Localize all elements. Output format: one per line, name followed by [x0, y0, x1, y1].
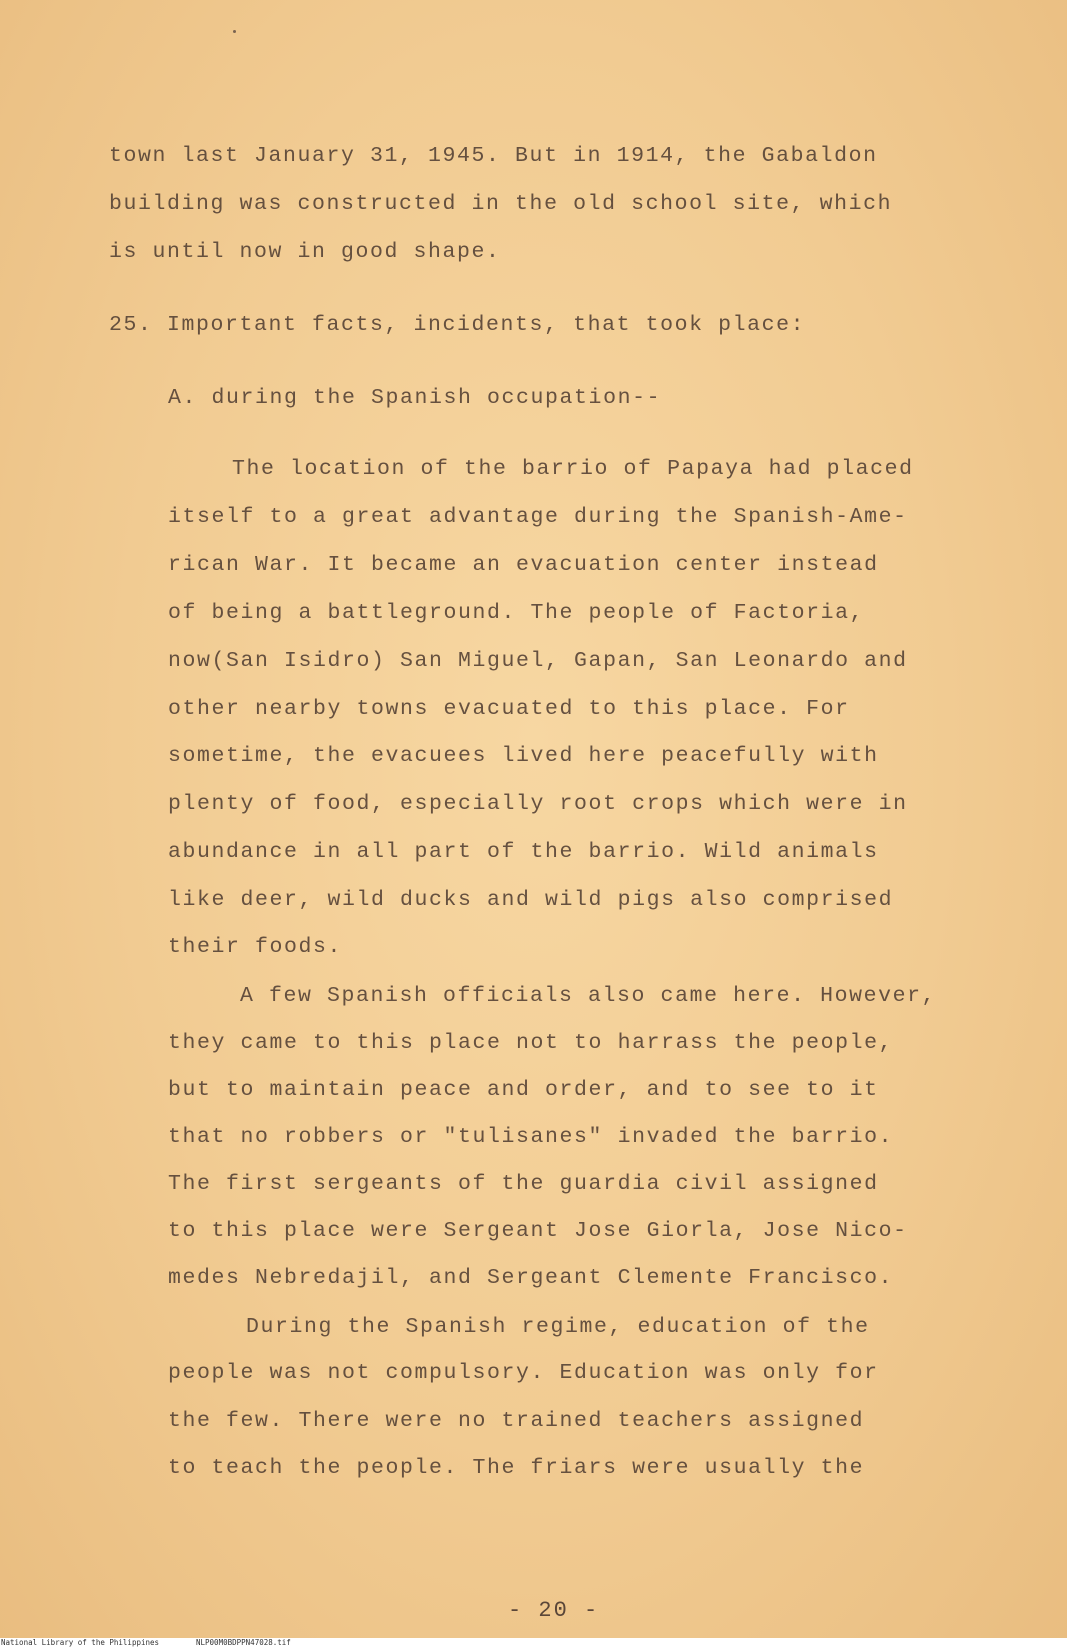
- text-line: sometime, the evacuees lived here peacefully with: [168, 744, 879, 768]
- text-line: plenty of food, especially root crops which were in: [168, 792, 908, 816]
- scan-footer: [0, 1638, 1067, 1650]
- text-line: town last January 31, 1945. But in 1914, the Gabaldon: [109, 144, 878, 168]
- text-line: now(San Isidro) San Miguel, Gapan, San Leonardo and: [168, 649, 908, 673]
- text-line: The first sergeants of the guardia civil assigned: [168, 1172, 879, 1196]
- text-line: The location of the barrio of Papaya had placed: [232, 457, 914, 481]
- text-line: During the Spanish regime, education of the: [246, 1315, 870, 1339]
- text-line: that no robbers or "tulisanes" invaded the barrio.: [168, 1125, 894, 1149]
- text-line: medes Nebredajil, and Sergeant Clemente Francisco.: [168, 1266, 894, 1290]
- text-line: they came to this place not to harrass the people,: [168, 1031, 894, 1055]
- text-line: abundance in all part of the barrio. Wild animals: [168, 840, 879, 864]
- text-line: their foods.: [168, 935, 343, 959]
- text-line: to this place were Sergeant Jose Giorla, Jose Nico-: [168, 1219, 908, 1243]
- text-line: people was not compulsory. Education was only for: [168, 1361, 879, 1385]
- speck-mark: [233, 30, 236, 33]
- text-line: but to maintain peace and order, and to see to it: [168, 1078, 879, 1102]
- text-line: A few Spanish officials also came here. However,: [240, 984, 937, 1008]
- text-line: of being a battleground. The people of Factoria,: [168, 601, 865, 625]
- text-line: the few. There were no trained teachers assigned: [168, 1409, 865, 1433]
- text-line: like deer, wild ducks and wild pigs also comprised: [168, 888, 894, 912]
- text-line: itself to a great advantage during the Spanish-Ame-: [168, 505, 908, 529]
- library-credit: National Library of the Philippines: [1, 1638, 160, 1647]
- section-heading: 25. Important facts, incidents, that took place:: [109, 313, 806, 337]
- text-line: other nearby towns evacuated to this place. For: [168, 697, 850, 721]
- page-number: - 20 -: [508, 1598, 600, 1623]
- text-line: to teach the people. The friars were usually the: [168, 1456, 865, 1480]
- text-line: is until now in good shape.: [109, 240, 501, 264]
- scan-filename: NLP00M0BDPPN47028.tif: [196, 1638, 291, 1647]
- subsection-heading: A. during the Spanish occupation--: [168, 386, 662, 410]
- text-line: rican War. It became an evacuation center instead: [168, 553, 879, 577]
- text-line: building was constructed in the old school site, which: [109, 192, 893, 216]
